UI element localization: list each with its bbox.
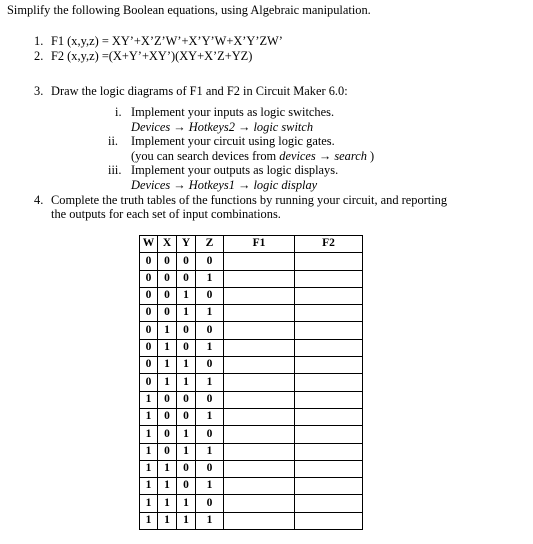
table-cell: 0 — [140, 322, 158, 339]
table-cell: 0 — [158, 287, 177, 304]
header-y: Y — [177, 236, 196, 253]
table-cell: 0 — [158, 408, 177, 425]
substep-i-number: i. — [115, 105, 122, 119]
table-cell: 1 — [158, 357, 177, 374]
table-cell: 1 — [140, 512, 158, 529]
truth-table-header-row — [140, 236, 363, 253]
output-cell-f1[interactable] — [224, 270, 295, 287]
output-cell-f1[interactable] — [224, 408, 295, 425]
header-w: W — [140, 236, 158, 253]
table-row — [140, 287, 363, 304]
output-cell-f1[interactable] — [224, 253, 295, 270]
output-cell-f1[interactable] — [224, 322, 295, 339]
table-row — [140, 478, 363, 495]
table-row — [140, 460, 363, 477]
substep-ii-detail-post: ) — [366, 149, 375, 163]
output-cell-f2[interactable] — [295, 391, 363, 408]
table-cell: 0 — [140, 270, 158, 287]
table-cell: 1 — [177, 357, 196, 374]
table-row — [140, 512, 363, 529]
header-x: X — [158, 236, 177, 253]
table-cell: 1 — [196, 305, 224, 322]
table-cell: 1 — [158, 374, 177, 391]
step-4-line-1: Complete the truth tables of the functions by running your circuit, and reporting — [51, 193, 448, 207]
table-row — [140, 253, 363, 270]
table-cell: 0 — [196, 322, 224, 339]
table-cell: 0 — [196, 391, 224, 408]
step-4-line-2: the outputs for each set of input combinations. — [51, 207, 281, 221]
table-cell: 1 — [196, 512, 224, 529]
output-cell-f1[interactable] — [224, 339, 295, 356]
table-cell: 0 — [177, 270, 196, 287]
table-cell: 1 — [158, 512, 177, 529]
table-cell: 1 — [158, 460, 177, 477]
table-cell: 1 — [177, 426, 196, 443]
table-cell: 1 — [177, 305, 196, 322]
output-cell-f2[interactable] — [295, 408, 363, 425]
substep-ii-text: Implement your circuit using logic gates. — [131, 134, 335, 148]
table-row — [140, 357, 363, 374]
table-cell: 1 — [177, 495, 196, 512]
output-cell-f1[interactable] — [224, 495, 295, 512]
table-cell: 0 — [158, 391, 177, 408]
substep-i-text: Implement your inputs as logic switches. — [131, 105, 335, 119]
table-cell: 0 — [196, 495, 224, 512]
table-row — [140, 408, 363, 425]
substep-ii-number: ii. — [108, 134, 118, 148]
table-cell: 0 — [140, 339, 158, 356]
table-row — [140, 391, 363, 408]
table-cell: 1 — [140, 460, 158, 477]
table-cell: 0 — [196, 253, 224, 270]
table-row — [140, 426, 363, 443]
output-cell-f2[interactable] — [295, 253, 363, 270]
table-cell: 0 — [196, 287, 224, 304]
output-cell-f2[interactable] — [295, 478, 363, 495]
table-cell: 0 — [196, 426, 224, 443]
table-cell: 0 — [140, 357, 158, 374]
output-cell-f1[interactable] — [224, 426, 295, 443]
output-cell-f2[interactable] — [295, 270, 363, 287]
table-row — [140, 270, 363, 287]
table-cell: 0 — [177, 460, 196, 477]
output-cell-f1[interactable] — [224, 391, 295, 408]
table-cell: 0 — [140, 253, 158, 270]
table-cell: 1 — [177, 512, 196, 529]
table-cell: 1 — [177, 287, 196, 304]
table-cell: 0 — [158, 443, 177, 460]
substep-iii-number: iii. — [108, 163, 122, 177]
table-row — [140, 443, 363, 460]
table-cell: 1 — [196, 270, 224, 287]
output-cell-f2[interactable] — [295, 339, 363, 356]
table-cell: 0 — [196, 357, 224, 374]
table-cell: 1 — [140, 408, 158, 425]
table-cell: 0 — [158, 305, 177, 322]
output-cell-f2[interactable] — [295, 443, 363, 460]
output-cell-f2[interactable] — [295, 374, 363, 391]
output-cell-f2[interactable] — [295, 460, 363, 477]
output-cell-f2[interactable] — [295, 512, 363, 529]
table-cell: 1 — [140, 478, 158, 495]
output-cell-f2[interactable] — [295, 495, 363, 512]
output-cell-f1[interactable] — [224, 357, 295, 374]
table-cell: 0 — [158, 253, 177, 270]
table-cell: 1 — [140, 391, 158, 408]
table-cell: 1 — [140, 443, 158, 460]
table-cell: 0 — [158, 270, 177, 287]
table-cell: 1 — [177, 443, 196, 460]
output-cell-f2[interactable] — [295, 322, 363, 339]
output-cell-f1[interactable] — [224, 287, 295, 304]
table-cell: 0 — [177, 408, 196, 425]
table-cell: 0 — [140, 374, 158, 391]
substep-ii-detail-path: devices → search — [279, 149, 367, 163]
output-cell-f2[interactable] — [295, 357, 363, 374]
equation-1: F1 (x,y,z) = XY’+X’Z’W’+X’Y’W+X’Y’ZW’ — [51, 34, 283, 48]
header-z: Z — [196, 236, 224, 253]
table-row — [140, 322, 363, 339]
step-3-number: 3. — [34, 84, 44, 98]
output-cell-f1[interactable] — [224, 374, 295, 391]
table-row — [140, 305, 363, 322]
table-cell: 1 — [196, 408, 224, 425]
table-cell: 0 — [177, 391, 196, 408]
substep-ii-detail-pre: (you can search devices from — [131, 149, 280, 163]
table-cell: 0 — [140, 305, 158, 322]
output-cell-f1[interactable] — [224, 478, 295, 495]
table-cell: 0 — [140, 287, 158, 304]
table-cell: 0 — [158, 426, 177, 443]
output-cell-f1[interactable] — [224, 512, 295, 529]
intro-text: Simplify the following Boolean equations, using Algebraic manipulation. — [7, 3, 371, 17]
table-cell: 1 — [158, 495, 177, 512]
table-cell: 1 — [158, 322, 177, 339]
header-f2: F2 — [295, 236, 363, 253]
table-cell: 0 — [177, 478, 196, 495]
table-cell: 1 — [140, 426, 158, 443]
table-cell: 1 — [196, 443, 224, 460]
output-cell-f2[interactable] — [295, 305, 363, 322]
step-4-number: 4. — [34, 193, 44, 207]
table-row — [140, 495, 363, 512]
output-cell-f1[interactable] — [224, 460, 295, 477]
table-cell: 1 — [140, 495, 158, 512]
table-cell: 1 — [158, 478, 177, 495]
table-cell: 0 — [177, 253, 196, 270]
table-row — [140, 374, 363, 391]
table-cell: 1 — [177, 374, 196, 391]
substep-ii-detail — [131, 149, 374, 164]
header-f1: F1 — [224, 236, 295, 253]
output-cell-f1[interactable] — [224, 443, 295, 460]
equation-1-number: 1. — [34, 34, 44, 48]
substep-iii-detail: Devices → Hotkeys1 → logic display — [131, 178, 318, 192]
truth-table — [139, 235, 363, 530]
substep-iii-text: Implement your outputs as logic displays. — [131, 163, 339, 177]
output-cell-f2[interactable] — [295, 287, 363, 304]
table-cell: 1 — [196, 374, 224, 391]
table-cell: 1 — [196, 478, 224, 495]
substep-i-detail: Devices → Hotkeys2 → logic switch — [131, 120, 314, 134]
equation-2: F2 (x,y,z) =(X+Y’+XY’)(XY+X’Z+YZ) — [51, 49, 253, 63]
table-cell: 1 — [158, 339, 177, 356]
output-cell-f2[interactable] — [295, 426, 363, 443]
step-3-text: Draw the logic diagrams of F1 and F2 in Circuit Maker 6.0: — [51, 84, 348, 98]
output-cell-f1[interactable] — [224, 305, 295, 322]
table-cell: 1 — [196, 339, 224, 356]
table-cell: 0 — [177, 322, 196, 339]
table-cell: 0 — [177, 339, 196, 356]
table-cell: 0 — [196, 460, 224, 477]
equation-2-number: 2. — [34, 49, 44, 63]
table-row — [140, 339, 363, 356]
